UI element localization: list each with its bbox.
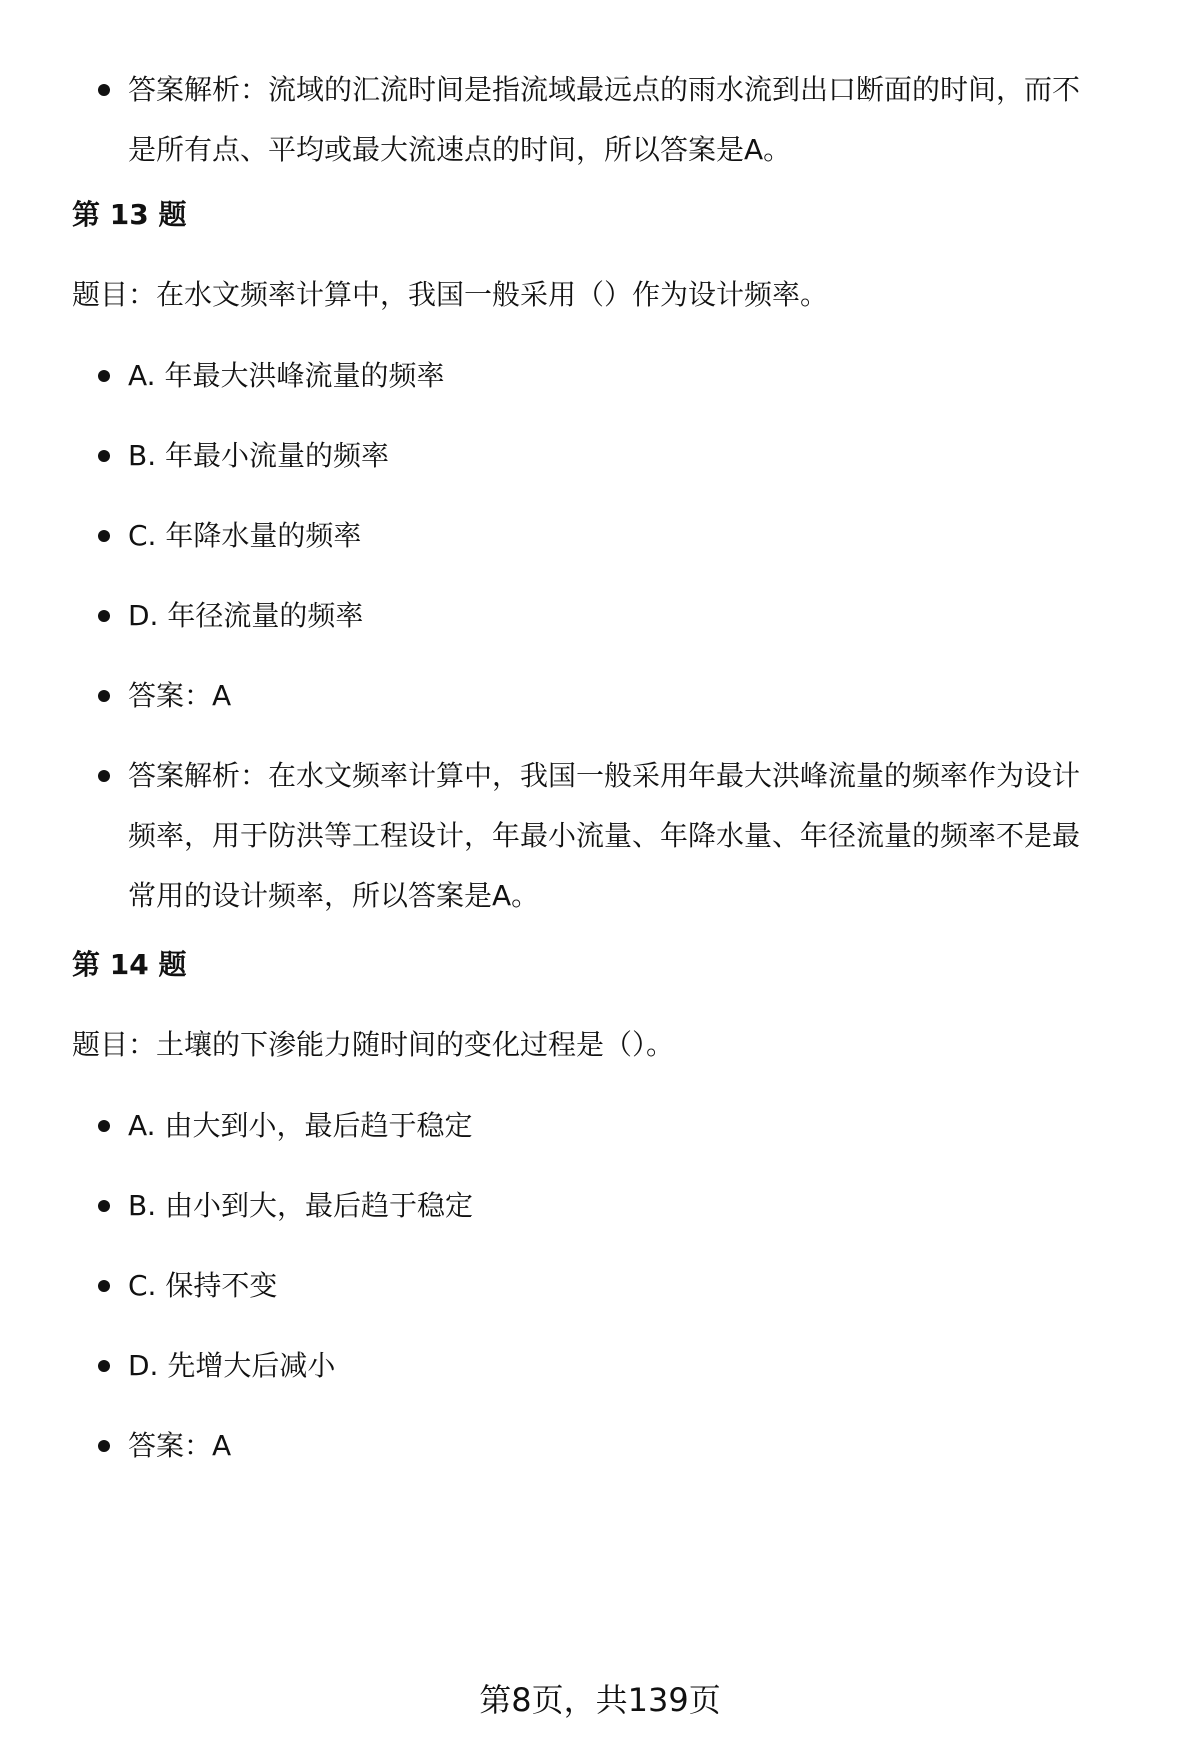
q14-answer <box>98 1416 1148 1476</box>
bullet-icon <box>98 370 110 382</box>
bullet-icon <box>98 84 110 96</box>
bullet-icon <box>98 1360 110 1372</box>
q13-option-c-text: C. 年降水量的频率 <box>128 519 362 552</box>
question-14-text: 题目：土壤的下渗能力随时间的变化过程是（）。 <box>72 1028 675 1061</box>
q13-answer <box>98 666 1148 726</box>
q13-option-d <box>98 586 1148 646</box>
q13-answer-text: 答案：A <box>128 679 232 712</box>
q14-option-a-text: A. 由大到小，最后趋于稳定 <box>128 1109 473 1142</box>
q14-option-a <box>98 1096 1148 1156</box>
bullet-icon <box>98 1280 110 1292</box>
question-13-text: 题目：在水文频率计算中，我国一般采用（）作为设计频率。 <box>72 278 829 311</box>
bullet-icon <box>98 1120 110 1132</box>
bullet-icon <box>98 1200 110 1212</box>
q14-option-b-text: B. 由小到大，最后趋于稳定 <box>128 1189 474 1222</box>
q13-option-a <box>98 346 1148 406</box>
q14-option-c-text: C. 保持不变 <box>128 1269 278 1302</box>
bullet-icon <box>98 1440 110 1452</box>
q13-option-d-text: D. 年径流量的频率 <box>128 599 364 632</box>
list-item-prev-analysis <box>98 60 1148 180</box>
q14-option-c <box>98 1256 1148 1316</box>
bullet-icon <box>98 610 110 622</box>
q14-answer-text: 答案：A <box>128 1429 232 1462</box>
bullet-icon <box>98 690 110 702</box>
q13-option-a-text: A. 年最大洪峰流量的频率 <box>128 359 445 392</box>
q14-option-d <box>98 1336 1148 1396</box>
question-13-heading: 第 13 题 <box>72 198 187 231</box>
q13-analysis-text: 答案解析：在水文频率计算中，我国一般采用年最大洪峰流量的频率作为设计 频率，用于防洪等工程设计，年最小流量、年降水量、年径流量的频率不是最 常用的设计频率，所以答案是A。 <box>128 759 1081 912</box>
bullet-icon <box>98 450 110 462</box>
page-number-footer: 第8页，共139页 <box>479 1681 721 1719</box>
q13-option-b-text: B. 年最小流量的频率 <box>128 439 390 472</box>
q13-option-c <box>98 506 1148 566</box>
q14-option-d-text: D. 先增大后减小 <box>128 1349 336 1382</box>
question-14-heading: 第 14 题 <box>72 948 187 981</box>
bullet-icon <box>98 530 110 542</box>
q13-option-b <box>98 426 1148 486</box>
prev-analysis-text: 答案解析：流域的汇流时间是指流域最远点的雨水流到出口断面的时间，而不 是所有点、平均或最大流速点的时间，所以答案是A。 <box>128 73 1081 166</box>
q13-analysis <box>98 746 1148 926</box>
bullet-icon <box>98 770 110 782</box>
q14-option-b <box>98 1176 1148 1236</box>
